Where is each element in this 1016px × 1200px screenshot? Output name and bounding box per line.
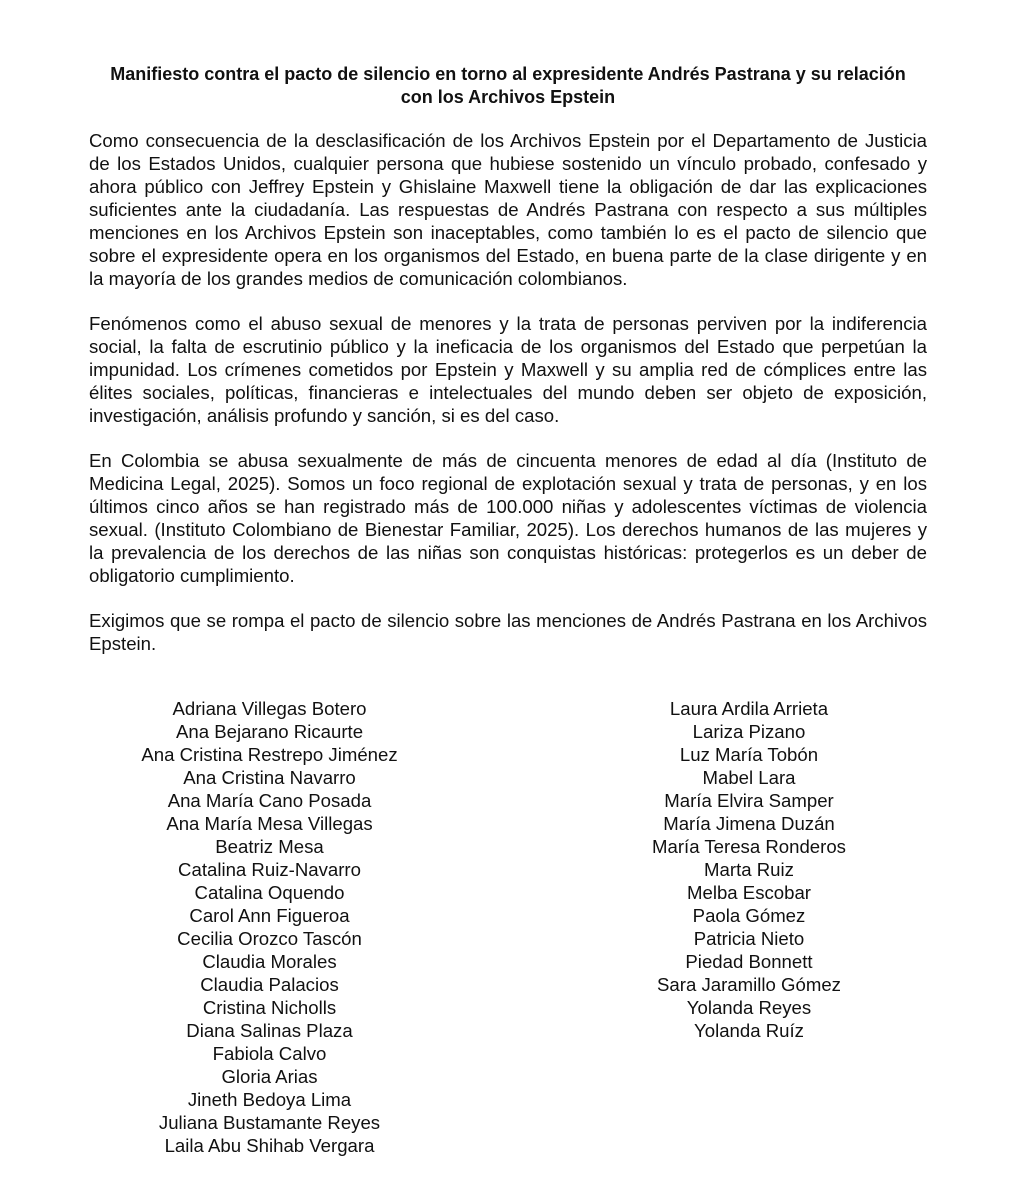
- signatory-name: Laura Ardila Arrieta: [669, 698, 829, 719]
- signatory-name: Jineth Bedoya Lima: [187, 1089, 352, 1110]
- signatory-name: Ana Cristina Restrepo Jiménez: [141, 744, 398, 765]
- signatory-name: María Teresa Ronderos: [652, 836, 846, 857]
- signatory-name: María Elvira Samper: [664, 790, 834, 811]
- signatory-name: Adriana Villegas Botero: [172, 698, 367, 719]
- signatory-name: Ana María Mesa Villegas: [166, 813, 373, 834]
- signatory-name: Fabiola Calvo: [212, 1043, 327, 1064]
- signatory-name: Claudia Morales: [202, 951, 337, 972]
- signatory-name: Yolanda Reyes: [686, 997, 812, 1018]
- signatory-name: Melba Escobar: [686, 882, 812, 903]
- signatory-name: Marta Ruiz: [704, 859, 794, 880]
- signatory-name: Laila Abu Shihab Vergara: [164, 1135, 375, 1156]
- signatory-name: Catalina Ruiz-Navarro: [178, 859, 361, 880]
- manifesto-body: [89, 129, 927, 655]
- signatory-name: Piedad Bonnett: [685, 951, 813, 972]
- signatory-name: Catalina Oquendo: [194, 882, 345, 903]
- signatory-name: Beatriz Mesa: [215, 836, 324, 857]
- paragraph: Como consecuencia de la desclasificación de los Archivos Epstein por el Departamento de Justicia de los Estados Unidos, cualquier persona que hubiese sostenido un vínculo probado, confesado y ahora público con Jeffrey Epstein y Ghislaine Maxwell tiene la obligación de dar las explicaciones suficientes ante la ciudadanía. Las respuestas de Andrés Pastrana con respecto a sus múltiples menciones en los Archivos Epstein son inaceptables, como también lo es el pacto de silencio que sobre el expresidente opera en los organismos del Estado, en buena parte de la clase dirigente y en la mayoría de los grandes medios de comunicación colombianos.: [89, 130, 927, 289]
- signatory-name: María Jimena Duzán: [663, 813, 835, 834]
- signatory-name: Mabel Lara: [702, 767, 796, 788]
- signatory-name: Ana María Cano Posada: [167, 790, 372, 811]
- document-title: Manifiesto contra el pacto de silencio en torno al expresidente Andrés Pastrana y su relación con los Archivos Epstein: [110, 64, 906, 107]
- signatory-name: Carol Ann Figueroa: [189, 905, 350, 926]
- signatory-name: Diana Salinas Plaza: [186, 1020, 353, 1041]
- signatory-name: Juliana Bustamante Reyes: [158, 1112, 381, 1133]
- signatory-name: Ana Bejarano Ricaurte: [175, 721, 364, 742]
- signatory-name: Cristina Nicholls: [202, 997, 337, 1018]
- paragraph: En Colombia se abusa sexualmente de más de cincuenta menores de edad al día (Instituto de Medicina Legal, 2025). Somos un foco regional de explotación sexual y trata de personas, y en los últimos cinco años se han registrado más de 100.000 niñas y adolescentes víctimas de violencia sexual. (Instituto Colombiano de Bienestar Familiar, 2025). Los derechos humanos de las mujeres y la prevalencia de los derechos de las niñas son conquistas históricas: protegerlos es un deber de obligatorio cumplimiento.: [89, 450, 927, 586]
- signatory-name: Patricia Nieto: [693, 928, 805, 949]
- signatory-name: Sara Jaramillo Gómez: [657, 974, 841, 995]
- paragraph: Fenómenos como el abuso sexual de menores y la trata de personas perviven por la indiferencia social, la falta de escrutinio público y la ineficacia de los organismos del Estado que perpetúan la impunidad. Los crímenes cometidos por Epstein y Maxwell y su amplia red de cómplices entre las élites sociales, políticas, financieras e intelectuales del mundo deben ser objeto de exposición, investigación, análisis profundo y sanción, si es del caso.: [89, 313, 927, 426]
- signatory-name: Gloria Arias: [221, 1066, 318, 1087]
- signatory-name: Cecilia Orozco Tascón: [177, 928, 362, 949]
- signatory-name: Luz María Tobón: [679, 744, 819, 765]
- signatories-list: [89, 697, 927, 1157]
- signatories-left-column: [97, 697, 442, 1157]
- signatory-name: Ana Cristina Navarro: [183, 767, 356, 788]
- signatory-name: Lariza Pizano: [692, 721, 806, 742]
- signatory-name: Yolanda Ruíz: [694, 1020, 804, 1041]
- signatory-name: Claudia Palacios: [200, 974, 339, 995]
- signatory-name: Paola Gómez: [692, 905, 806, 926]
- signatories-right-column: [599, 697, 899, 1157]
- paragraph: Exigimos que se rompa el pacto de silencio sobre las menciones de Andrés Pastrana en los Archivos Epstein.: [89, 610, 927, 654]
